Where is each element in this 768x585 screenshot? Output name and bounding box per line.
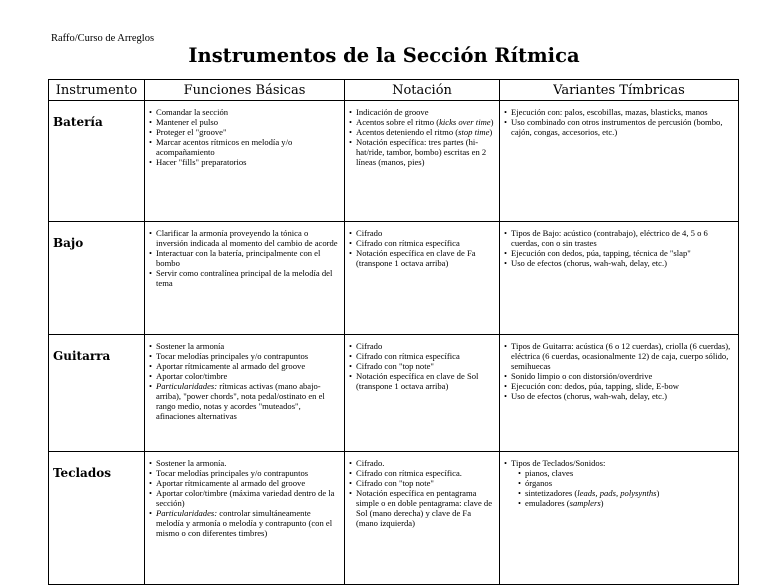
bullet-icon: • <box>149 381 153 391</box>
italic-text: leads, pads, polysynths <box>577 488 657 498</box>
italic-text: samplers <box>569 498 601 508</box>
list-item: • Tocar melodías principales y/o contrapuntos <box>149 351 309 361</box>
list-item: • Acentos sobre el ritmo (kicks over time) <box>349 117 494 127</box>
instrument-name: Guitarra <box>49 335 145 452</box>
bullet-icon: • <box>149 488 153 498</box>
course-header: Raffo/Curso de Arreglos <box>51 33 155 44</box>
bullet-icon: • <box>349 248 353 258</box>
bullet-icon: • <box>349 371 353 381</box>
funciones-cell <box>145 452 345 585</box>
list-item: • Uso combinado con otros instrumentos de percusión (bombo, cajón, congas, accesorios, etc.) <box>504 117 723 137</box>
italic-text: kicks over time <box>439 117 491 127</box>
bullet-icon: • <box>504 371 508 381</box>
list-item: • Particularidades: rítmicas activas (mano abajo-arriba), "power chords", nota pedal/ostinato en el rango medio, notas y acordes "muteados", afinaciones alternativas <box>149 381 325 421</box>
bullet-icon: • <box>149 248 153 258</box>
list-item: • Marcar acentos rítmicos en melodía y/o acompañamiento <box>149 137 293 157</box>
bullet-icon: • <box>149 137 153 147</box>
list-item: • Notación específica: tres partes (hi-hat/ride, tambor, bombo) escritas en 2 líneas (manos, pies) <box>349 137 487 167</box>
bullet-icon: • <box>349 117 353 127</box>
funciones-list <box>149 107 340 167</box>
notacion-cell <box>345 335 500 452</box>
list-item: • Ejecución con: palos, escobillas, mazas, blasticks, manos <box>504 107 708 117</box>
list-item: • Indicación de groove <box>349 107 429 117</box>
list-item: • Aportar color/timbre (máxima variedad dentro de la sección) <box>149 488 335 508</box>
notacion-cell <box>345 222 500 335</box>
variantes-cell <box>500 335 739 452</box>
italic-text: Particularidades: <box>156 508 218 518</box>
bullet-icon: • <box>504 258 508 268</box>
bullet-icon: • <box>504 458 508 468</box>
bullet-icon: • <box>504 391 508 401</box>
column-header-instrumento: Instrumento <box>49 80 145 101</box>
list-item: • Clarificar la armonía proveyendo la tónica o inversión indicada al momento del cambio de acorde <box>149 228 338 248</box>
variantes-list <box>504 341 734 401</box>
bullet-icon: • <box>349 488 353 498</box>
list-item: • Aportar color/timbre <box>149 371 228 381</box>
bullet-icon: • <box>149 351 153 361</box>
list-item: • Cifrado con rítmica específica <box>349 238 460 248</box>
bullet-icon: • <box>349 468 353 478</box>
variantes-cell <box>500 222 739 335</box>
bullet-icon: • <box>149 468 153 478</box>
bullet-icon: • <box>149 268 153 278</box>
list-item: • Notación específica en clave de Fa (transpone 1 octava arriba) <box>349 248 476 268</box>
table-header-row <box>49 80 739 101</box>
list-item: • Tocar melodías principales y/o contrapuntos <box>149 468 309 478</box>
bullet-icon: • <box>149 371 153 381</box>
bullet-icon: • <box>149 127 153 137</box>
bullet-icon: • <box>349 458 353 468</box>
notacion-cell <box>345 101 500 222</box>
list-item: • pianos, claves <box>518 468 574 478</box>
list-item: • Particularidades: controlar simultáneamente melodía y armonía o melodía y contrapunto (con el mismo o con diferentes timbres) <box>149 508 333 538</box>
variantes-list <box>504 458 734 508</box>
funciones-list <box>149 228 340 288</box>
list-item: • Aportar rítmicamente al armado del groove <box>149 361 306 371</box>
list-item: • Comandar la sección <box>149 107 229 117</box>
list-item: • Proteger el "groove" <box>149 127 227 137</box>
list-item: • Cifrado con rítmica específica <box>349 351 460 361</box>
italic-text: stop time <box>458 127 490 137</box>
list-item: • Hacer "fills" preparatorios <box>149 157 247 167</box>
table-row <box>49 452 739 585</box>
instrument-name: Batería <box>49 101 145 222</box>
variantes-list <box>504 228 734 268</box>
variantes-cell <box>500 101 739 222</box>
bullet-icon: • <box>149 458 153 468</box>
bullet-icon: • <box>149 157 153 167</box>
list-item: • Aportar rítmicamente al armado del groove <box>149 478 306 488</box>
bullet-icon: • <box>349 137 353 147</box>
funciones-cell <box>145 101 345 222</box>
list-item: • Sonido limpio o con distorsión/overdrive <box>504 371 653 381</box>
list-item: • Sostener la armonía <box>149 341 225 351</box>
table-row <box>49 101 739 222</box>
bullet-icon: • <box>349 478 353 488</box>
bullet-icon: • <box>518 488 522 498</box>
variantes-cell <box>500 452 739 585</box>
list-item: • Tipos de Teclados/Sonidos: <box>504 458 606 468</box>
list-item: • Notación específica en clave de Sol (transpone 1 octava arriba) <box>349 371 479 391</box>
document-title: Instrumentos de la Sección Rítmica <box>188 44 580 67</box>
bullet-icon: • <box>149 508 153 518</box>
notacion-list <box>349 458 495 528</box>
bullet-icon: • <box>349 361 353 371</box>
notacion-list <box>349 107 495 167</box>
bullet-icon: • <box>149 478 153 488</box>
list-item: • Interactuar con la batería, principalmente con el bombo <box>149 248 321 268</box>
list-item: • Mantener el pulso <box>149 117 219 127</box>
bullet-icon: • <box>518 478 522 488</box>
bullet-icon: • <box>504 248 508 258</box>
italic-text: Particularidades: <box>156 381 218 391</box>
bullet-icon: • <box>349 107 353 117</box>
list-item: • Cifrado con rítmica específica. <box>349 468 462 478</box>
table-row <box>49 335 739 452</box>
list-item: • sintetizadores (leads, pads, polysynths) <box>518 488 660 498</box>
list-item: • Servir como contralínea principal de la melodía del tema <box>149 268 333 288</box>
bullet-icon: • <box>349 228 353 238</box>
list-item: • Notación específica en pentagrama simple o en doble pentagrama: clave de Sol (mano derecha) y clave de Fa (mano izquierda) <box>349 488 493 528</box>
list-item: • Cifrado con "top note" <box>349 478 434 488</box>
list-item: • Tipos de Bajo: acústico (contrabajo), eléctrico de 4, 5 o 6 cuerdas, con o sin trastes <box>504 228 708 248</box>
bullet-icon: • <box>504 381 508 391</box>
variantes-list <box>504 107 734 137</box>
list-item: • Uso de efectos (chorus, wah-wah, delay, etc.) <box>504 258 667 268</box>
bullet-icon: • <box>149 361 153 371</box>
bullet-icon: • <box>349 341 353 351</box>
bullet-icon: • <box>349 351 353 361</box>
bullet-icon: • <box>504 341 508 351</box>
table-row <box>49 222 739 335</box>
list-item: • Uso de efectos (chorus, wah-wah, delay, etc.) <box>504 391 667 401</box>
bullet-icon: • <box>518 468 522 478</box>
list-item: • Cifrado con "top note" <box>349 361 434 371</box>
bullet-icon: • <box>149 117 153 127</box>
bullet-icon: • <box>149 228 153 238</box>
funciones-list <box>149 341 340 421</box>
column-header-variantes: Variantes Tímbricas <box>500 80 739 101</box>
list-item: • órganos <box>518 478 553 488</box>
list-item: • Cifrado <box>349 228 383 238</box>
instrument-name: Bajo <box>49 222 145 335</box>
list-item: • Cifrado <box>349 341 383 351</box>
list-item: • emuladores (samplers) <box>518 498 604 508</box>
funciones-list <box>149 458 340 538</box>
column-header-funciones: Funciones Básicas <box>145 80 345 101</box>
notacion-list <box>349 228 495 268</box>
list-item: • Acentos deteniendo el ritmo (stop time) <box>349 127 493 137</box>
bullet-icon: • <box>504 117 508 127</box>
notacion-cell <box>345 452 500 585</box>
rhythm-section-table <box>48 79 739 585</box>
bullet-icon: • <box>349 127 353 137</box>
notacion-list <box>349 341 495 391</box>
list-item: • Tipos de Guitarra: acústica (6 o 12 cuerdas), criolla (6 cuerdas), eléctrica (6 cuerdas, ocasionalmente 12) de caja, cuerpo sólido, semihuecas <box>504 341 731 371</box>
bullet-icon: • <box>504 107 508 117</box>
list-item: • Cifrado. <box>349 458 385 468</box>
instrument-name: Teclados <box>49 452 145 585</box>
column-header-notacion: Notación <box>345 80 500 101</box>
list-item: • Sostener la armonía. <box>149 458 227 468</box>
bullet-icon: • <box>149 341 153 351</box>
list-item: • Ejecución con dedos, púa, tapping, técnica de "slap" <box>504 248 691 258</box>
bullet-icon: • <box>518 498 522 508</box>
list-item: • Ejecución con: dedos, púa, tapping, slide, E-bow <box>504 381 680 391</box>
bullet-icon: • <box>149 107 153 117</box>
bullet-icon: • <box>349 238 353 248</box>
funciones-cell <box>145 335 345 452</box>
funciones-cell <box>145 222 345 335</box>
bullet-icon: • <box>504 228 508 238</box>
